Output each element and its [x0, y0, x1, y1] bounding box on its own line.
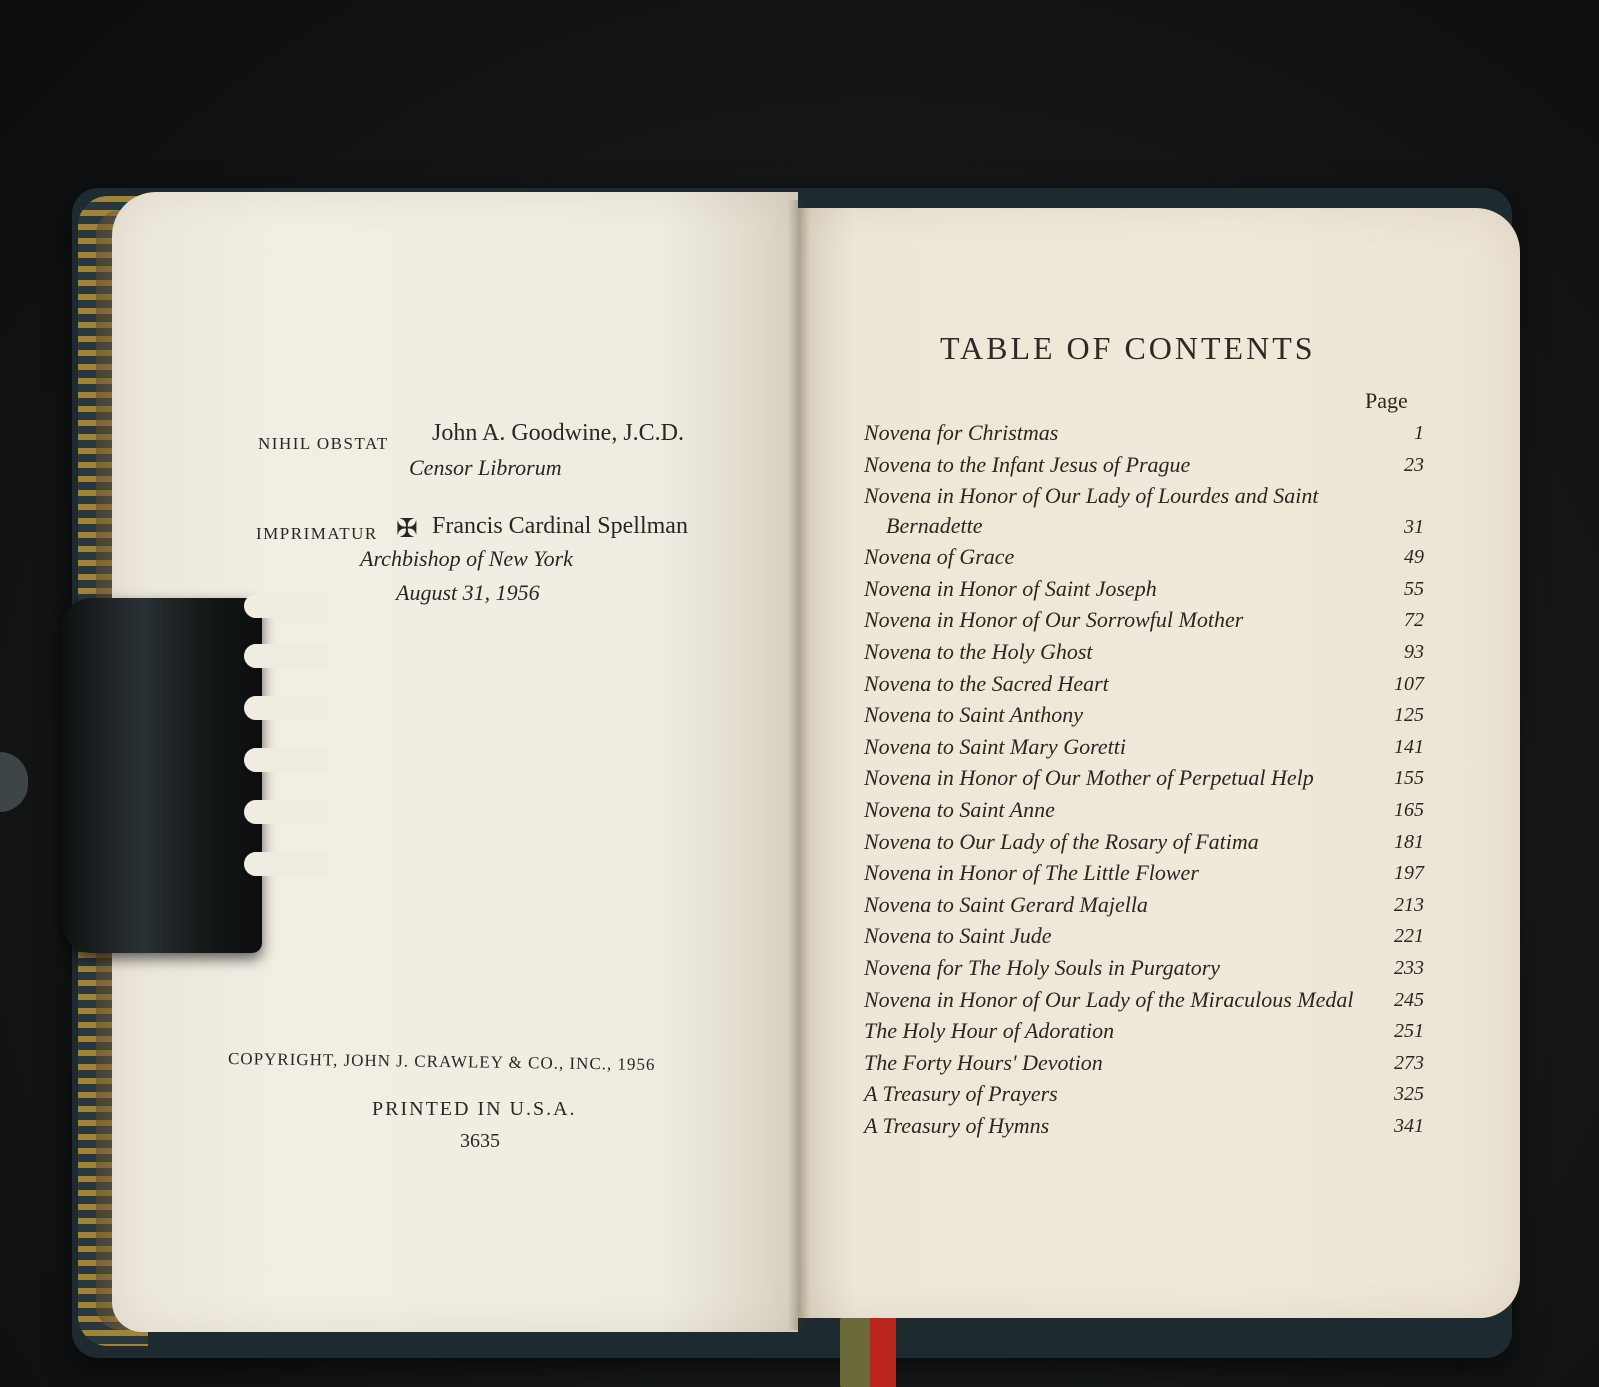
clasp-tooth: [244, 696, 328, 720]
toc-entry-page: 1: [1414, 422, 1424, 444]
toc-entry: [864, 923, 1424, 955]
censor-title: Censor Librorum: [409, 455, 562, 480]
toc-entry-page: 251: [1394, 1020, 1424, 1043]
toc-entry: [864, 639, 1424, 671]
toc-entry: [864, 576, 1424, 608]
printed-in-line: PRINTED IN U.S.A.: [372, 1098, 577, 1120]
clasp-tooth: [244, 644, 328, 668]
toc-entry-title: Novena in Honor of Our Mother of Perpetual Help: [864, 765, 1314, 791]
toc-entry-title: Novena to Saint Anne: [864, 796, 1055, 822]
toc-entry: [864, 892, 1424, 924]
toc-entry-title: Novena in Honor of The Little Flower: [864, 860, 1199, 886]
toc-entry-page: 325: [1394, 1083, 1424, 1106]
toc-entry: [864, 860, 1424, 892]
nihil-obstat-name: John A. Goodwine, J.C.D.: [432, 420, 685, 446]
toc-entry-page: 245: [1394, 988, 1424, 1011]
toc-entry-title: Novena in Honor of Our Lady of Lourdes and Saint: [864, 483, 1319, 509]
toc-entry-page: 55: [1404, 577, 1424, 600]
toc-entry: [864, 765, 1424, 797]
toc-entry: [864, 1050, 1424, 1082]
toc-entry-title: Novena to Our Lady of the Rosary of Fatima: [864, 828, 1259, 854]
imprimatur-date: August 31, 1956: [396, 580, 540, 605]
toc-entry: [864, 420, 1424, 452]
nihil-obstat-label: NIHIL OBSTAT: [258, 434, 389, 453]
toc-entry-page: 93: [1404, 640, 1424, 663]
toc-entry-page: 31: [1404, 516, 1424, 539]
toc-entry-title: Novena to Saint Mary Goretti: [864, 733, 1126, 759]
toc-entry: [864, 1113, 1424, 1145]
toc-entry-title: A Treasury of Prayers: [864, 1081, 1058, 1107]
book-clasp: [62, 598, 262, 953]
toc-entry: [864, 671, 1424, 703]
toc-entry-page: 107: [1394, 672, 1424, 695]
clasp-tooth: [244, 852, 328, 876]
toc-entry-title: The Holy Hour of Adoration: [864, 1018, 1115, 1044]
toc-entry: [864, 955, 1424, 987]
toc-entry-title: Novena of Grace: [864, 544, 1015, 570]
toc-entry-title: Novena in Honor of Our Lady of the Miraculous Medal: [864, 986, 1354, 1012]
toc-entry-page: 213: [1394, 893, 1424, 916]
toc-entry-page: 341: [1394, 1114, 1424, 1137]
toc-entry-title: Novena for Christmas: [864, 420, 1059, 445]
red-ribbon-bookmark: [870, 1312, 896, 1387]
toc-entry-title: A Treasury of Hymns: [864, 1112, 1050, 1138]
toc-entry: [864, 829, 1424, 861]
toc-entry-title: Novena for The Holy Souls in Purgatory: [864, 954, 1221, 980]
toc-title: TABLE OF CONTENTS: [940, 330, 1316, 366]
toc-entry-page: 49: [1404, 546, 1424, 569]
toc-entry-page: 233: [1394, 956, 1424, 979]
toc-entry-page: 221: [1394, 925, 1424, 948]
clasp-tooth: [244, 748, 328, 772]
cross-icon: ✠: [396, 514, 418, 543]
toc-entry-title: Novena to Saint Anthony: [864, 702, 1083, 728]
toc-entry-page: 273: [1394, 1051, 1424, 1074]
toc-entry: [864, 702, 1424, 734]
toc-entry-page: 72: [1404, 609, 1424, 632]
toc-entry-page: 125: [1394, 704, 1424, 727]
toc-entry-title: Novena to the Holy Ghost: [864, 638, 1093, 664]
toc-entry: [864, 1018, 1424, 1050]
toc-entry: [864, 734, 1424, 766]
copyright-line: COPYRIGHT, JOHN J. CRAWLEY & CO., INC., 1956: [227, 1049, 656, 1074]
toc-entry-title: Novena to Saint Gerard Majella: [864, 891, 1148, 917]
imprimatur-name: Francis Cardinal Spellman: [432, 513, 688, 539]
toc-page-header: Page: [1365, 388, 1408, 413]
toc-entry-page: 141: [1394, 735, 1424, 758]
green-ribbon-bookmark: [840, 1318, 874, 1387]
toc-entry-title: Novena in Honor of Our Sorrowful Mother: [864, 607, 1244, 633]
clasp-tooth: [244, 594, 328, 618]
toc-entry-page: 197: [1394, 862, 1424, 885]
toc-entry-title: The Forty Hours' Devotion: [864, 1049, 1103, 1075]
toc-entry: [864, 607, 1424, 639]
toc-entry-title: Novena to the Sacred Heart: [864, 670, 1109, 696]
toc-entry: [864, 452, 1424, 484]
clasp-knob: [0, 752, 28, 812]
toc-entry: [864, 797, 1424, 829]
toc-list: [864, 420, 1424, 1144]
toc-entry-page: 181: [1394, 830, 1424, 853]
toc-entry-title: Novena to Saint Jude: [864, 923, 1052, 949]
archbishop-title: Archbishop of New York: [360, 546, 573, 571]
toc-entry-page: 165: [1394, 798, 1424, 821]
imprimatur-label: IMPRIMATUR: [256, 524, 378, 543]
clasp-tooth: [244, 800, 328, 824]
toc-entry: [864, 544, 1424, 576]
toc-entry-title: Novena to the Infant Jesus of Prague: [864, 451, 1191, 477]
toc-entry-title: Novena in Honor of Saint Joseph: [864, 575, 1157, 601]
toc-entry-page: 23: [1404, 453, 1424, 476]
toc-entry: [864, 987, 1424, 1019]
toc-entry-page: 155: [1394, 767, 1424, 790]
toc-entry-title-continued: Bernadette: [886, 513, 983, 539]
book-gutter: [788, 200, 810, 1330]
toc-entry: [864, 483, 1424, 544]
catalog-number: 3635: [460, 1130, 500, 1152]
toc-entry: [864, 1081, 1424, 1113]
